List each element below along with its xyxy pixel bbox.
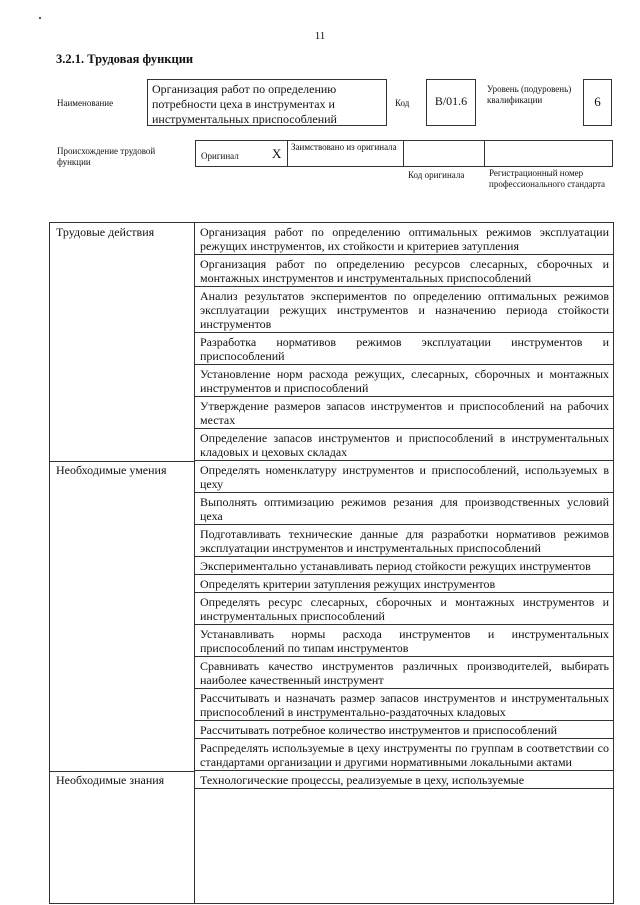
required-skills-item: Распределять используемые в цеху инструменты по группам в соответствии со стандартами организации и другими нормативными локальными актами xyxy=(195,739,613,771)
original-mark: X xyxy=(272,146,282,161)
name-value: Организация работ по определению потребности цеха в инструментах и инструментальных приспособлений xyxy=(147,79,387,126)
required-skills-item: Экспериментально устанавливать период стойкости режущих инструментов xyxy=(195,557,613,575)
labor-actions-item: Анализ результатов экспериментов по определению оптимальных режимов эксплуатации режущих инструментов и назначению периода стойкости инструментов xyxy=(195,287,613,333)
items-column xyxy=(195,223,613,789)
code-value: В/01.6 xyxy=(426,79,476,126)
origin-label: Происхождение трудовой функции xyxy=(57,146,156,167)
required-skills-item: Определять ресурс слесарных, сборочных и монтажных инструментов и инструментальных приспособлений xyxy=(195,593,613,625)
code-label: Код xyxy=(395,98,410,108)
required-skills-item: Выполнять оптимизацию режимов резания для производственных условий цеха xyxy=(195,493,613,525)
labor-actions-label: Трудовые действия xyxy=(56,225,155,239)
labor-actions-item: Утверждение размеров запасов инструментов и приспособлений на рабочих местах xyxy=(195,397,613,429)
required-knowledge-label: Необходимые знания xyxy=(56,773,165,787)
scan-dot xyxy=(39,17,41,19)
section-divider xyxy=(50,461,195,462)
functions-table xyxy=(49,222,614,904)
required-skills-item: Сравнивать качество инструментов различных производителей, выбирать наиболее качественный инструмент xyxy=(195,657,613,689)
required-skills-item: Определять критерии затупления режущих инструментов xyxy=(195,575,613,593)
required-skills-item: Подготавливать технические данные для разработки нормативов режимов эксплуатации инструментов и инструментальных приспособлений xyxy=(195,525,613,557)
required-skills-item: Рассчитывать и назначать размер запасов инструментов и инструментальных приспособлений в инструментально-раздаточных кладовых xyxy=(195,689,613,721)
labor-actions-item: Разработка нормативов режимов эксплуатации инструментов и приспособлений xyxy=(195,333,613,365)
borrowed-label: Заимствовано из оригинала xyxy=(291,142,397,152)
required-skills-item: Устанавливать нормы расхода инструментов и инструментальных приспособлений по типам инструментов xyxy=(195,625,613,657)
page-number: 11 xyxy=(314,30,326,42)
required-skills-item: Определять номенклатуру инструментов и приспособлений, используемых в цеху xyxy=(195,461,613,493)
level-value: 6 xyxy=(583,79,612,126)
reg-number-label: Регистрационный номер профессионального стандарта xyxy=(489,168,606,189)
level-label: Уровень (подуровень) квалификации xyxy=(487,84,572,105)
required-knowledge-item: Технологические процессы, реализуемые в цеху, используемые xyxy=(195,771,613,789)
labor-actions-item: Организация работ по определению ресурсов слесарных, сборочных и монтажных инструментов и инструментальных приспособлений xyxy=(195,255,613,287)
required-skills-label: Необходимые умения xyxy=(56,463,167,477)
required-skills-item: Рассчитывать потребное количество инструментов и приспособлений xyxy=(195,721,613,739)
original-label: Оригинал xyxy=(201,151,239,161)
code-original-label: Код оригинала xyxy=(408,170,465,180)
labor-actions-item: Установление норм расхода режущих, слесарных, сборочных и монтажных инструментов и приспособлений xyxy=(195,365,613,397)
section-title: 3.2.1. Трудовая функции xyxy=(56,52,194,66)
name-label: Наименование xyxy=(57,98,114,108)
section-divider xyxy=(50,771,195,772)
labor-actions-item: Определение запасов инструментов и приспособлений в инструментальных кладовых и цеховых складах xyxy=(195,429,613,461)
origin-boxes xyxy=(195,140,613,167)
labor-actions-item: Организация работ по определению оптимальных режимов эксплуатации режущих инструментов, их стойкости и критериев затупления xyxy=(195,223,613,255)
